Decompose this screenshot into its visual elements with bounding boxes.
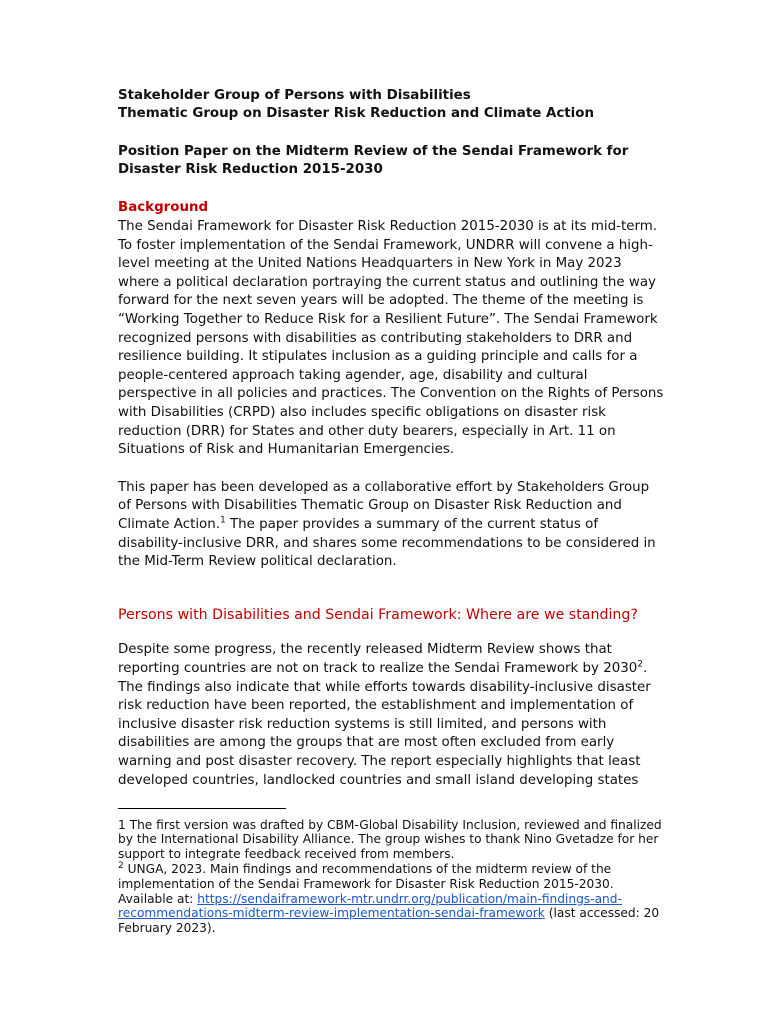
background-p2-line: disability-inclusive DRR, and shares some recommendations to be considered in [118, 536, 656, 551]
footnote-1-line: support to integrate feedback received from members. [118, 847, 455, 861]
background-p1-line: forward for the next seven years will be adopted. The theme of the meeting is [118, 293, 644, 308]
section2-line: inclusive disaster risk reduction systems is still limited, and persons with [118, 717, 607, 732]
section2-line: Despite some progress, the recently released Midterm Review shows that [118, 642, 612, 657]
section2-line: risk reduction have been reported, the establishment and implementation of [118, 698, 634, 713]
footnote-2-line [118, 906, 659, 920]
section-heading-standing: Persons with Disabilities and Sendai Framework: Where are we standing? [118, 607, 638, 623]
background-p2-line: of Persons with Disabilities Thematic Group on Disaster Risk Reduction and [118, 498, 622, 513]
footnote-ref-2[interactable]: 2 [637, 659, 644, 670]
background-p1-line: The Sendai Framework for Disaster Risk Reduction 2015-2030 is at its mid-term. [118, 219, 658, 234]
text-segment: Climate Action. [118, 517, 220, 532]
background-p1-line: To foster implementation of the Sendai Framework, UNDRR will convene a high- [118, 238, 653, 253]
background-p1-line: reduction (DRR) for States and other duty bearers, especially in Art. 11 on [118, 424, 616, 439]
text-segment: (last accessed: 20 [544, 906, 660, 920]
background-p1-line: Situations of Risk and Humanitarian Emergencies. [118, 442, 455, 457]
background-heading: Background [118, 200, 209, 215]
footnote-2-line [118, 892, 622, 906]
background-p1-line: resilience building. It stipulates inclusion as a guiding principle and calls for a [118, 349, 638, 364]
footnote-2-line [118, 862, 611, 876]
footnote-separator [118, 808, 286, 809]
background-p1-line: “Working Together to Reduce Risk for a Resilient Future”. The Sendai Framework [118, 312, 658, 327]
section2-line: warning and post disaster recovery. The report especially highlights that least [118, 754, 641, 769]
section2-line: disabilities are among the groups that are most often excluded from early [118, 735, 615, 750]
section2-line: developed countries, landlocked countries and small island developing states [118, 773, 639, 788]
text-segment: UNGA, 2023. Main findings and recommendations of the midterm review of the [123, 862, 612, 876]
footnote-1-line: 1 The first version was drafted by CBM-Global Disability Inclusion, reviewed and finalized [118, 818, 662, 832]
footnote-1-line: by the International Disability Alliance. The group wishes to thank Nino Gvetadze for her [118, 832, 659, 846]
footnote-2-link[interactable]: https://sendaiframework-mtr.undrr.org/publication/main-findings-and- [197, 892, 622, 906]
text-segment: The paper provides a summary of the current status of [225, 517, 599, 532]
footnote-2-marker: 2 [118, 860, 124, 871]
group-name-line-1: Stakeholder Group of Persons with Disabilities [118, 88, 471, 103]
footnote-2-link[interactable]: recommendations-midterm-review-implementation-sendai-framework [118, 906, 545, 920]
group-name-line-2: Thematic Group on Disaster Risk Reduction and Climate Action [118, 106, 594, 121]
background-p1-line: recognized persons with disabilities as contributing stakeholders to DRR and [118, 331, 633, 346]
paper-title-line-1: Position Paper on the Midterm Review of the Sendai Framework for [118, 144, 629, 159]
text-segment: reporting countries are not on track to realize the Sendai Framework by 2030 [118, 661, 638, 676]
text-segment: . [643, 661, 648, 676]
background-p2-line [118, 516, 598, 534]
background-p1-line: where a political declaration portraying the current status and outlining the way [118, 275, 656, 290]
background-p1-line: people-centered approach taking agender, age, disability and cultural [118, 368, 588, 383]
background-p1-line: level meeting at the United Nations Headquarters in New York in May 2023 [118, 256, 622, 271]
footnote-2-line: implementation of the Sendai Framework for Disaster Risk Reduction 2015-2030. [118, 877, 614, 891]
footnote-2-line: February 2023). [118, 921, 216, 935]
paper-title-line-2: Disaster Risk Reduction 2015-2030 [118, 162, 383, 177]
background-p2-line: This paper has been developed as a collaborative effort by Stakeholders Group [118, 480, 650, 495]
text-segment: Available at: [118, 892, 198, 906]
background-p2-line: the Mid-Term Review political declaration. [118, 554, 397, 569]
footnote-ref-1[interactable]: 1 [219, 515, 226, 526]
section2-line [118, 660, 647, 678]
section2-line: The findings also indicate that while efforts towards disability-inclusive disaster [118, 680, 651, 695]
background-p1-line: with Disabilities (CRPD) also includes specific obligations on disaster risk [118, 405, 606, 420]
background-p1-line: perspective in all policies and practices. The Convention on the Rights of Persons [118, 386, 664, 401]
